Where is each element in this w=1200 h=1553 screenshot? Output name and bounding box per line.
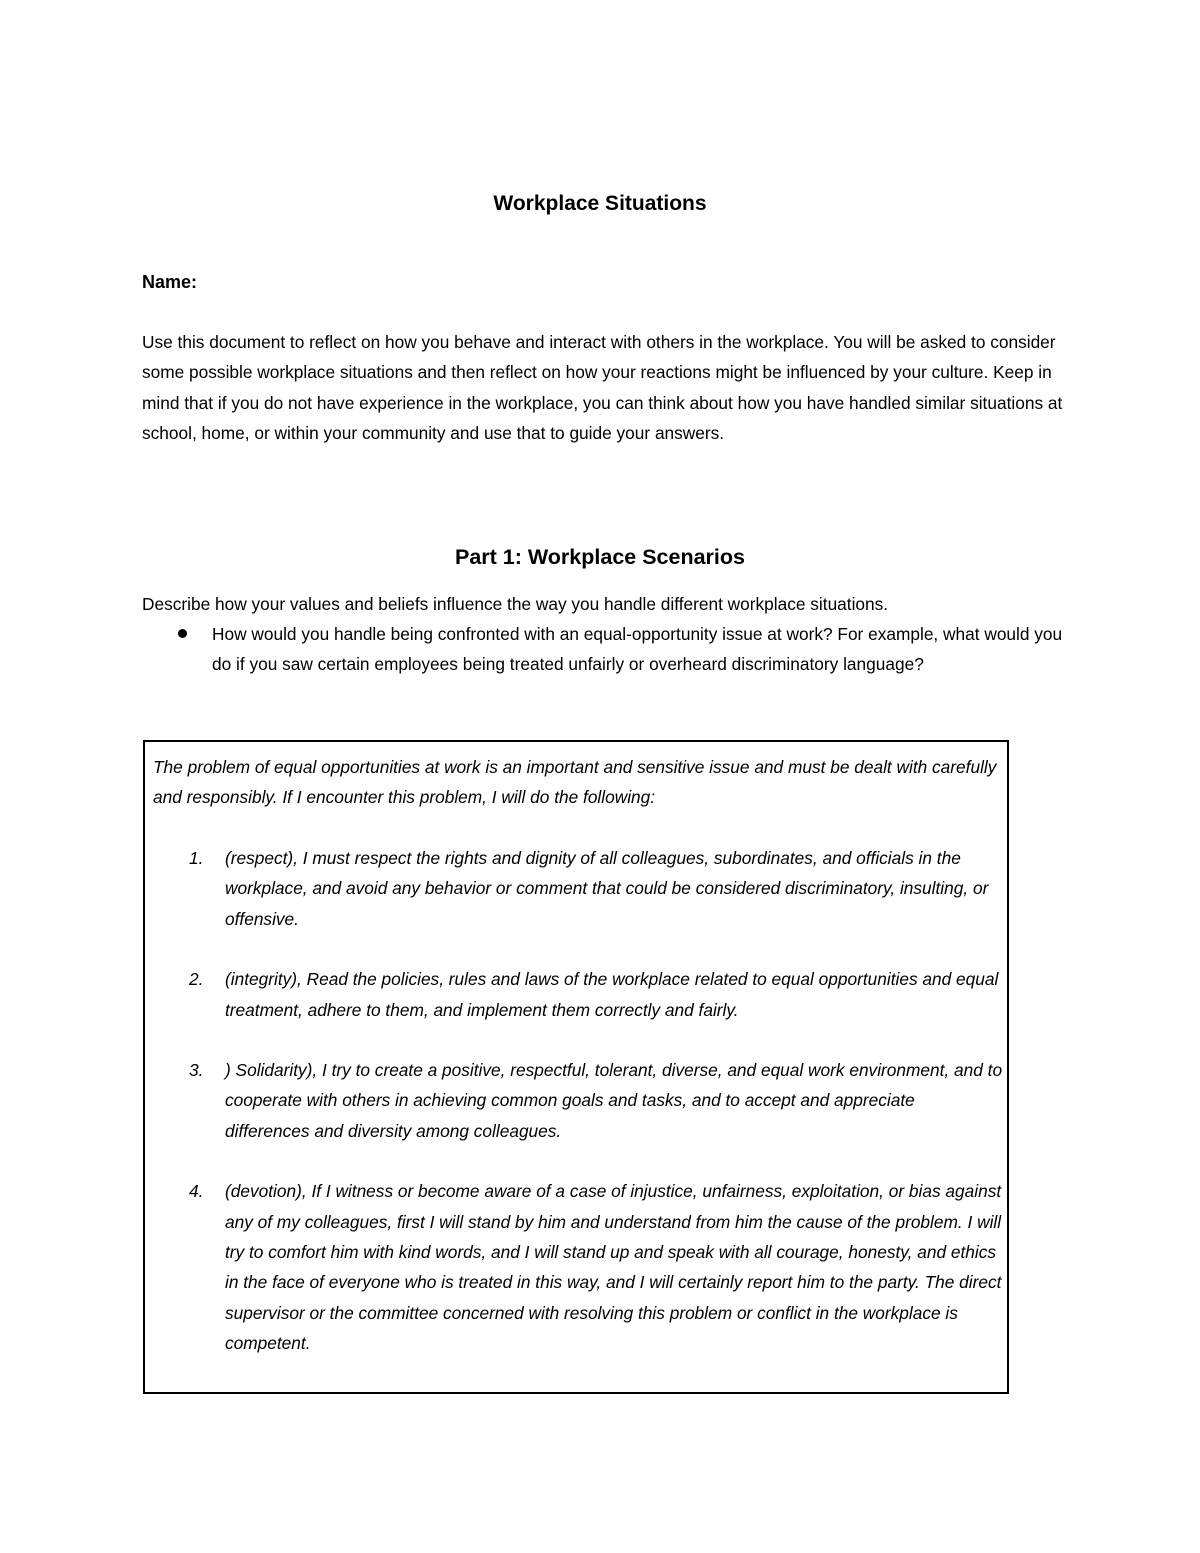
list-item-number: 2.: [189, 969, 204, 990]
answer-intro: The problem of equal opportunities at work is an important and sensitive issue and must be dealt with carefully and responsibly. If I encounter this problem, I will do the following:: [153, 757, 997, 808]
intro-paragraph: Use this document to reflect on how you behave and interact with others in the workplace. You will be asked to consider some possible workplace situations and then reflect on how your reactions might be influenced by your culture. Keep in mind that if you do not have experience in the workplace, you can think about how you have handled similar situations at school, home, or within your community and use that to guide your answers.: [142, 332, 1063, 444]
answer-box[interactable]: [143, 740, 1009, 1394]
list-item: [153, 964, 1003, 1025]
list-item-text: ) Solidarity), I try to create a positive, respectful, tolerant, diverse, and equal work environment, and to cooperate with others in achieving common goals and tasks, and to accept and appreciate differences and diversity among colleagues.: [225, 1060, 1003, 1141]
list-item-text: (integrity), Read the policies, rules and laws of the workplace related to equal opportunities and equal treatment, adhere to them, and implement them correctly and fairly.: [225, 969, 999, 1020]
answer-list: [153, 843, 1003, 1389]
list-item: [153, 843, 1003, 934]
name-label: Name:: [142, 272, 198, 292]
list-item: [153, 1176, 1003, 1358]
list-item-number: 4.: [189, 1181, 204, 1202]
list-item-number: 3.: [189, 1060, 204, 1081]
list-item-text: (devotion), If I witness or become aware of a case of injustice, unfairness, exploitation, or bias against any of my colleagues, first I will stand by him and understand from him the cause of the problem. I will try to comfort him with kind words, and I will stand up and speak with all courage, honesty, and ethics in the face of everyone who is treated in this way, and I will certainly report him to the party. The direct supervisor or the committee concerned with resolving this problem or conflict in the workplace is competent.: [225, 1181, 1002, 1354]
part1-description: Describe how your values and beliefs influence the way you handle different workplace situations.: [142, 594, 889, 614]
list-item-number: 1.: [189, 848, 204, 868]
question-text: How would you handle being confronted with an equal-opportunity issue at work? For example, what would you do if you saw certain employees being treated unfairly or overheard discriminatory language?: [212, 624, 1063, 675]
bullet-icon: [178, 629, 187, 638]
document-title: Workplace Situations: [493, 192, 707, 215]
part1-heading: Part 1: Workplace Scenarios: [455, 545, 745, 569]
list-item: [153, 1055, 1003, 1146]
list-item-text: (respect), I must respect the rights and dignity of all colleagues, subordinates, and officials in the workplace, and avoid any behavior or comment that could be considered discriminatory, insulting, or offensive.: [225, 848, 989, 929]
